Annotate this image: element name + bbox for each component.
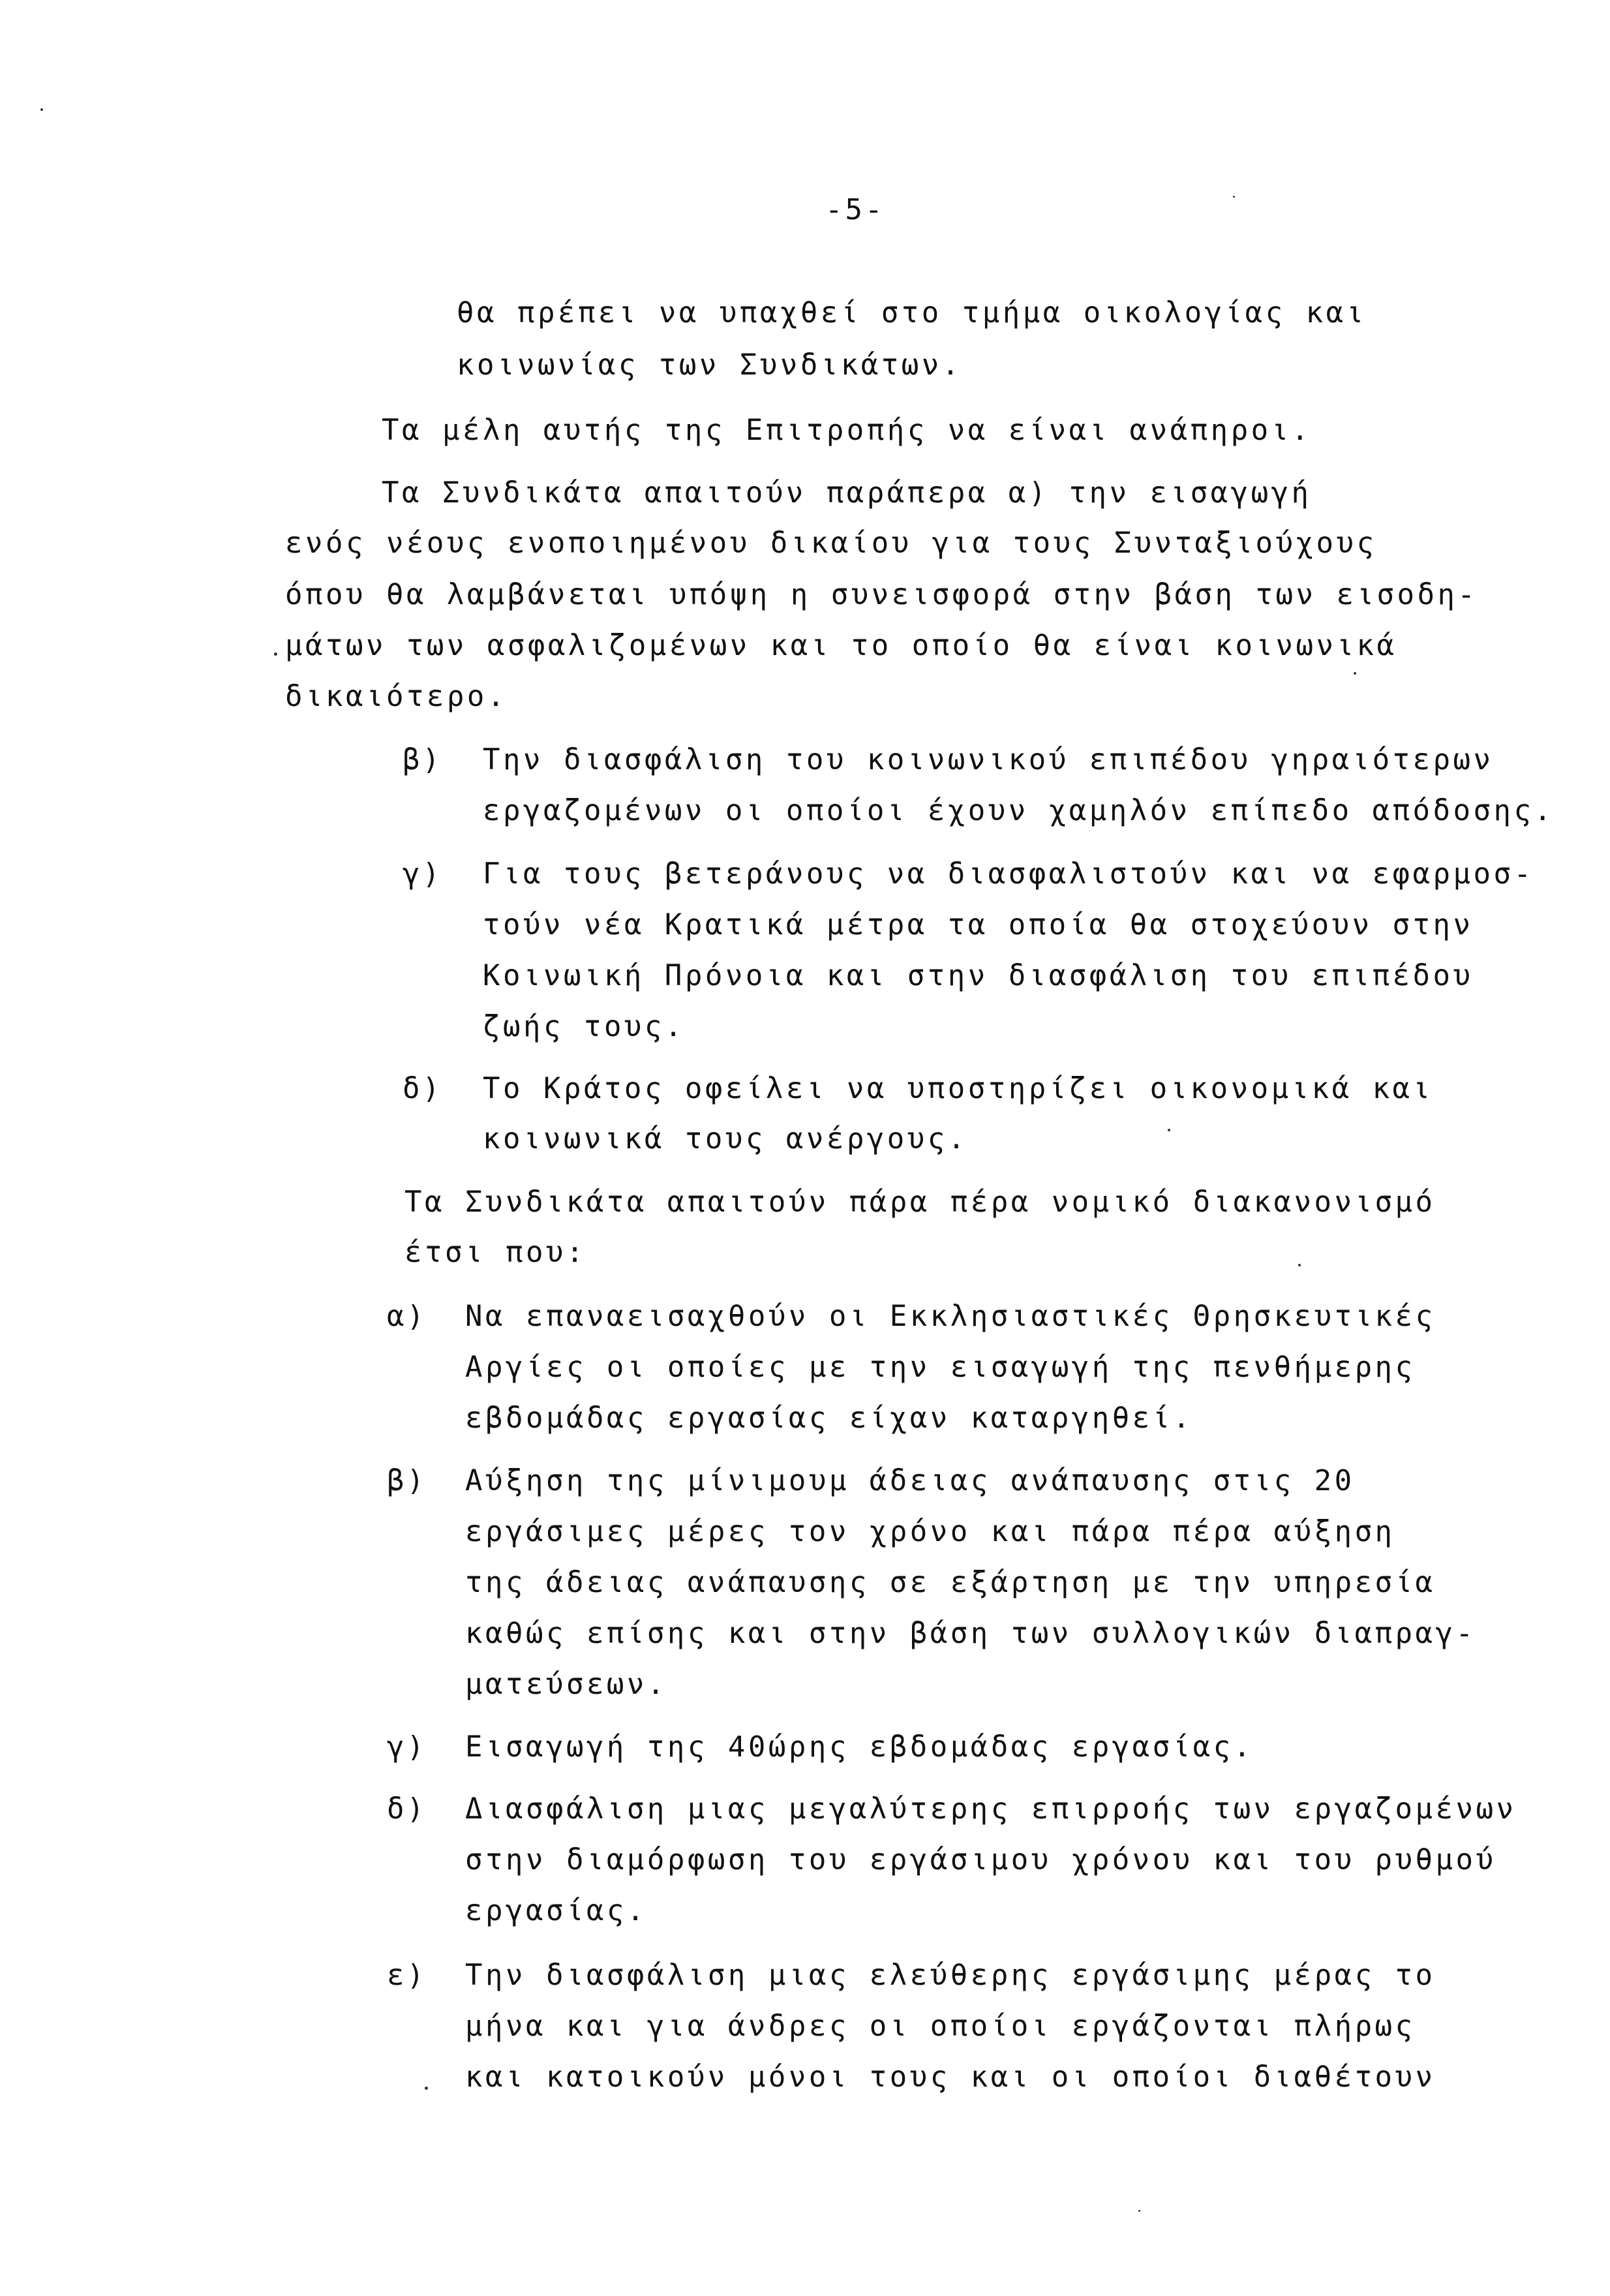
scan-speck [1298, 1264, 1301, 1266]
text-line: εργασίας. [465, 1894, 647, 1927]
text-line: κοινωνικά τους ανέργους. [483, 1122, 968, 1156]
text-line: Την διασφάλιση του κοινωνικού επιπέδου γηραιότερων [483, 743, 1494, 776]
page-number: -5- [825, 193, 885, 226]
text-line: έτσι που: [404, 1236, 586, 1269]
text-line: θα πρέπει να υπαχθεί στο τμήμα οικολογίας και [457, 296, 1367, 329]
list-marker: δ) [387, 1792, 427, 1826]
text-line: καθώς επίσης και στην βάση των συλλογικών διαπραγ- [465, 1617, 1476, 1650]
text-line: Για τους βετεράνους να διασφαλιστούν και να εφαρμοσ- [483, 857, 1534, 891]
text-line: εβδομάδας εργασίας είχαν καταργηθεί. [465, 1401, 1193, 1435]
text-line: Τα Συνδικάτα απαιτούν παράπερα α) την εισαγωγή [382, 476, 1312, 510]
text-line: Αργίες οι οποίες με την εισαγωγή της πενθήμερης [465, 1351, 1416, 1384]
text-line: Διασφάλιση μιας μεγαλύτερης επιρροής των εργαζομένων [465, 1792, 1517, 1826]
text-line: ενός νέους ενοποιημένου δικαίου για τους Συνταξιούχους [285, 527, 1377, 560]
scan-speck [274, 652, 277, 656]
text-line: Αύξηση της μίνιμουμ άδειας ανάπαυσης στις 20 [465, 1464, 1355, 1497]
text-line: Κοινωική Πρόνοια και στην διασφάλιση του επιπέδου [483, 959, 1474, 992]
scan-speck [1168, 1129, 1170, 1131]
text-line: ζωής τους. [483, 1010, 685, 1043]
list-marker: ε) [387, 1959, 427, 1992]
scan-speck [1233, 196, 1235, 198]
scan-speck [1354, 672, 1356, 675]
text-line: εργάσιμες μέρες τον χρόνο και πάρα πέρα αύξηση [465, 1515, 1395, 1548]
list-marker: β) [402, 743, 442, 776]
text-line: Τα μέλη αυτής της Επιτροπής να είναι ανάπηροι. [382, 414, 1312, 447]
list-marker: β) [387, 1464, 427, 1497]
scan-speck [1138, 2210, 1140, 2212]
list-marker: γ) [387, 1730, 427, 1764]
text-line: όπου θα λαμβάνεται υπόψη η συνεισφορά στην βάση των εισοδη- [285, 578, 1478, 611]
text-line: Τα Συνδικάτα απαιτούν πάρα πέρα νομικό διακανονισμό [404, 1186, 1436, 1219]
text-line: Να επαναεισαχθούν οι Εκκλησιαστικές Θρησκευτικές [465, 1300, 1436, 1333]
text-line: και κατοικούν μόνοι τους και οι οποίοι διαθέτουν [465, 2060, 1436, 2094]
text-line: ματεύσεων. [465, 1668, 667, 1701]
list-marker: γ) [402, 857, 442, 891]
text-line: Το Κράτος οφείλει να υποστηρίζει οικονομικά και [483, 1072, 1433, 1105]
scan-speck [40, 108, 43, 111]
list-marker: α) [387, 1300, 427, 1333]
text-line: Εισαγωγή της 40ώρης εβδομάδας εργασίας. [465, 1730, 1254, 1764]
text-line: μήνα και για άνδρες οι οποίοι εργάζονται πλήρως [465, 2010, 1416, 2043]
scan-speck [425, 2087, 428, 2090]
text-line: εργαζομένων οι οποίοι έχουν χαμηλόν επίπεδο απόδοσης. [483, 794, 1555, 827]
text-line: της άδειας ανάπαυσης σε εξάρτηση με την υπηρεσία [465, 1566, 1436, 1599]
text-line: τούν νέα Κρατικά μέτρα τα οποία θα στοχεύουν στην [483, 908, 1474, 941]
list-marker: δ) [402, 1072, 442, 1105]
text-line: στην διαμόρφωση του εργάσιμου χρόνου και του ρυθμού [465, 1843, 1496, 1876]
text-line: Την διασφάλιση μιας ελεύθερης εργάσιμης μέρας το [465, 1959, 1436, 1992]
text-line: μάτων των ασφαλιζομένων και το οποίο θα είναι κοινωνικά [285, 629, 1397, 662]
text-line: κοινωνίας των Συνδικάτων. [457, 348, 962, 382]
text-line: δικαιότερο. [285, 680, 508, 713]
